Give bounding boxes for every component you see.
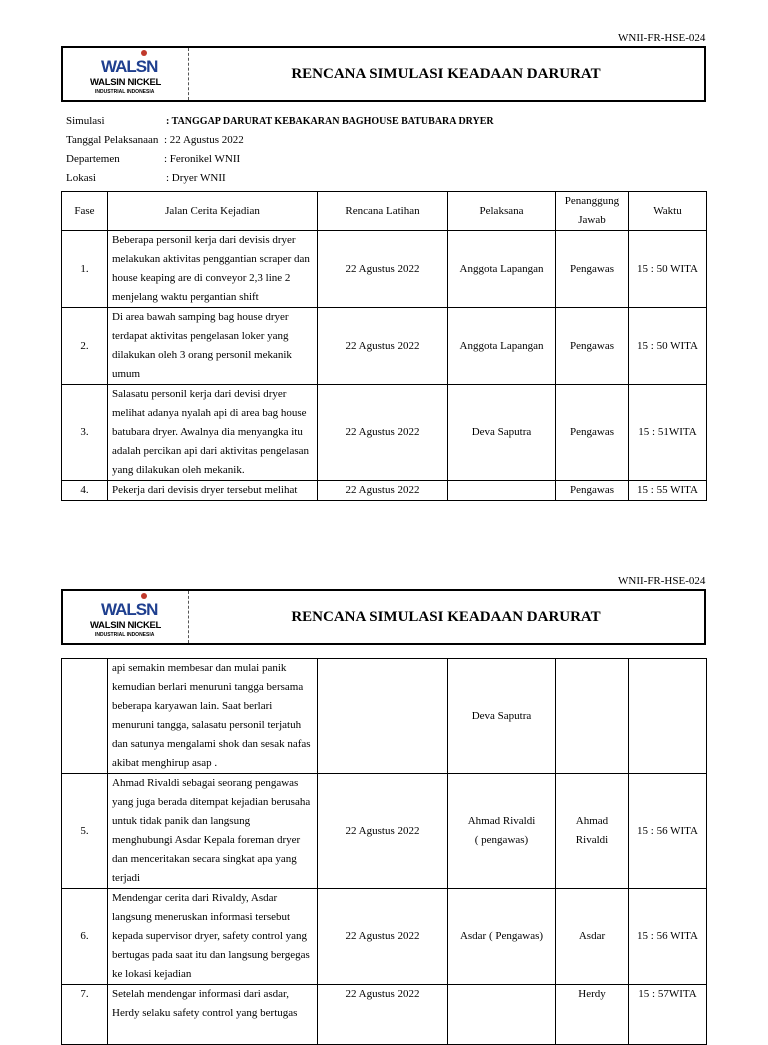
cell-fase: 3. (62, 385, 108, 481)
cell-penanggung-jawab (556, 985, 629, 1045)
table-row (62, 985, 707, 1045)
story-line: Mendengar cerita dari Rivaldy, Asdar (112, 892, 278, 904)
cell-fase: 7. (62, 985, 108, 1045)
table-row (62, 231, 707, 308)
story-line: terjadi (112, 872, 141, 884)
simulation-table-page1 (61, 191, 707, 501)
cell-penanggung-jawab (556, 889, 629, 985)
cell-jalan-cerita (108, 308, 318, 385)
cell-penanggung-jawab (556, 385, 629, 481)
story-line: adalah percikan api dari aktivitas pengelasan (112, 445, 309, 457)
cell-fase: 6. (62, 889, 108, 985)
pelaksana-line: Anggota Lapangan (459, 262, 544, 275)
story-line: yang juga berada ditempat kejadian berusaha (112, 796, 311, 808)
cell-waktu: 15 : 56 WITA (629, 889, 707, 985)
story-line: dilakukan oleh 3 orang personil mekanik (112, 349, 292, 361)
cell-pelaksana (448, 308, 556, 385)
story-line: Di area bawah samping bag house dryer (112, 311, 289, 323)
story-line: batubara dryer. Awalnya dia menyangka itu (112, 426, 303, 438)
meta-label: Tanggal Pelaksanaan (66, 134, 159, 146)
story-line: Pekerja dari devisis dryer tersebut melihat (112, 484, 298, 496)
story-line: Setelah mendengar informasi dari asdar, (112, 988, 290, 1000)
pj-line: Rivaldi (575, 834, 609, 846)
story-line: untuk tidak panik dan langsung (112, 815, 251, 827)
col-waktu: Waktu (629, 192, 707, 231)
cell-jalan-cerita (108, 231, 318, 308)
cell-penanggung-jawab (556, 481, 629, 501)
story-line: melakukan aktivitas penggantian scraper dan (112, 253, 310, 265)
cell-waktu: 15 : 51WITA (629, 385, 707, 481)
story-line: akibat menghirup asap . (112, 757, 218, 769)
story-line: menuruni tangga, salasatu personil terjatuh (112, 719, 302, 731)
col-fase: Fase (62, 192, 108, 231)
pelaksana-line: Anggota Lapangan (459, 339, 544, 352)
cell-fase: 2. (62, 308, 108, 385)
cell-jalan-cerita (108, 985, 318, 1045)
col-pelaksana: Pelaksana (448, 192, 556, 231)
table-row (62, 308, 707, 385)
cell-jalan-cerita (108, 774, 318, 889)
meta-label: Departemen (66, 153, 120, 165)
cell-rencana: 22 Agustus 2022 (318, 308, 448, 385)
pelaksana-line: Deva Saputra (471, 426, 532, 438)
pj-line: Pengawas (570, 484, 614, 496)
col-rencana: Rencana Latihan (318, 192, 448, 231)
story-line: beberapa karyawan lain. Saat berlari (112, 700, 273, 712)
cell-rencana (318, 659, 448, 774)
pj-line: Pengawas (570, 339, 614, 352)
cell-rencana: 22 Agustus 2022 (318, 231, 448, 308)
col-jalan-cerita: Jalan Cerita Kejadian (108, 192, 318, 231)
cell-rencana: 22 Agustus 2022 (318, 481, 448, 501)
cell-fase (62, 659, 108, 774)
cell-fase: 5. (62, 774, 108, 889)
logo-dot-icon (141, 50, 147, 56)
cell-pelaksana (448, 889, 556, 985)
pelaksana-line: Asdar ( Pengawas) (459, 930, 544, 942)
cell-pelaksana (448, 774, 556, 889)
page-title: RENCANA SIMULASI KEADAAN DARURAT (291, 65, 601, 82)
logo-name: WALSIN NICKEL (90, 77, 162, 88)
cell-waktu: 15 : 57WITA (629, 985, 707, 1045)
story-line: umum (112, 368, 141, 380)
cell-jalan-cerita (108, 889, 318, 985)
story-line: Beberapa personil kerja dari devisis dryer (112, 234, 296, 246)
pj-line: Ahmad (575, 815, 609, 827)
logo-subtitle: INDUSTRIAL INDONESIA (95, 89, 155, 95)
story-line: Herdy selaku safety control yang bertugas (112, 1007, 298, 1019)
story-line: yang dilakukan oleh mekanik. (112, 464, 245, 476)
story-line: melihat adanya nyalah api di area bag house (112, 407, 307, 419)
doc-code: WNII-FR-HSE-024 (618, 32, 706, 44)
cell-waktu: 15 : 50 WITA (629, 308, 707, 385)
table-row (62, 659, 707, 774)
cell-rencana: 22 Agustus 2022 (318, 774, 448, 889)
cell-pelaksana (448, 481, 556, 501)
story-line: dan menceritakan secara singkat apa yang (112, 853, 297, 865)
cell-rencana: 22 Agustus 2022 (318, 985, 448, 1045)
story-line: menjelang waktu pergantian shift (112, 291, 259, 303)
story-line: kepada supervisor dryer, safety control yang (112, 930, 308, 942)
story-line: Salasatu personil kerja dari devisi dryer (112, 388, 287, 400)
cell-waktu: 15 : 56 WITA (629, 774, 707, 889)
story-line: dan satunya mengalami shok dan sesak nafas (112, 738, 311, 750)
cell-fase: 4. (62, 481, 108, 501)
cell-jalan-cerita (108, 385, 318, 481)
cell-pelaksana (448, 985, 556, 1045)
logo-name: WALSIN NICKEL (90, 620, 162, 631)
story-line: langsung meneruskan informasi tersebut (112, 911, 291, 923)
col-penanggung-jawab (556, 192, 629, 231)
page-title-page2: RENCANA SIMULASI KEADAAN DARURAT (291, 608, 601, 625)
meta-value-tanggal: : 22 Agustus 2022 (164, 134, 244, 146)
story-line: api semakin membesar dan mulai panik (112, 662, 287, 674)
meta-label: Lokasi (66, 172, 96, 184)
cell-penanggung-jawab (556, 308, 629, 385)
cell-waktu: 15 : 55 WITA (629, 481, 707, 501)
logo-subtitle: INDUSTRIAL INDONESIA (95, 632, 155, 638)
cell-jalan-cerita (108, 659, 318, 774)
logo-mark: WALSN (101, 600, 158, 619)
meta-value-departemen: : Feronikel WNII (164, 153, 241, 165)
company-logo (63, 48, 189, 100)
story-line: house keaping are di conveyor 2,3 line 2 (112, 272, 291, 284)
cell-pelaksana (448, 385, 556, 481)
pj-line: Pengawas (570, 426, 614, 438)
cell-pelaksana (448, 659, 556, 774)
header-box-page2 (61, 589, 706, 645)
table-row (62, 774, 707, 889)
simulation-table-page2 (61, 658, 707, 1045)
pj-line: Asdar (578, 930, 606, 942)
story-line: bertugas pada saat itu dan langsung bergegas (112, 949, 310, 961)
pj-line: Herdy (578, 988, 606, 1000)
meta-value-lokasi: : Dryer WNII (166, 172, 226, 184)
doc-code-page2: WNII-FR-HSE-024 (618, 575, 706, 587)
story-line: ke lokasi kejadian (112, 968, 192, 980)
pelaksana-line: ( pengawas) (474, 834, 529, 846)
table-row (62, 481, 707, 501)
logo-mark: WALSN (101, 57, 158, 76)
story-line: kemudian berlari menuruni tangga bersama (112, 681, 304, 693)
header-box (61, 46, 706, 102)
story-line: terdapat aktivitas pengelasan loker yang (112, 330, 289, 342)
logo-dot-icon (141, 593, 147, 599)
company-logo (63, 591, 189, 643)
cell-penanggung-jawab (556, 231, 629, 308)
pelaksana-line: Ahmad Rivaldi (467, 815, 536, 827)
cell-fase: 1. (62, 231, 108, 308)
cell-waktu (629, 659, 707, 774)
cell-penanggung-jawab (556, 659, 629, 774)
cell-rencana: 22 Agustus 2022 (318, 385, 448, 481)
cell-rencana: 22 Agustus 2022 (318, 889, 448, 985)
story-line: menghubungi Asdar Kepala foreman dryer (112, 834, 301, 846)
col-pj-line1: Penanggung (564, 195, 620, 207)
cell-waktu: 15 : 50 WITA (629, 231, 707, 308)
cell-penanggung-jawab (556, 774, 629, 889)
meta-label: Simulasi (66, 115, 105, 127)
pelaksana-line: Deva Saputra (471, 709, 532, 722)
story-line: Ahmad Rivaldi sebagai seorang pengawas (112, 777, 299, 789)
meta-value-simulasi: : TANGGAP DARURAT KEBAKARAN BAGHOUSE BATUBARA DRYER (166, 116, 494, 127)
table-row (62, 385, 707, 481)
table-row (62, 889, 707, 985)
pj-line: Pengawas (570, 262, 614, 275)
col-pj-line2: Jawab (578, 214, 606, 226)
cell-jalan-cerita (108, 481, 318, 501)
cell-pelaksana (448, 231, 556, 308)
